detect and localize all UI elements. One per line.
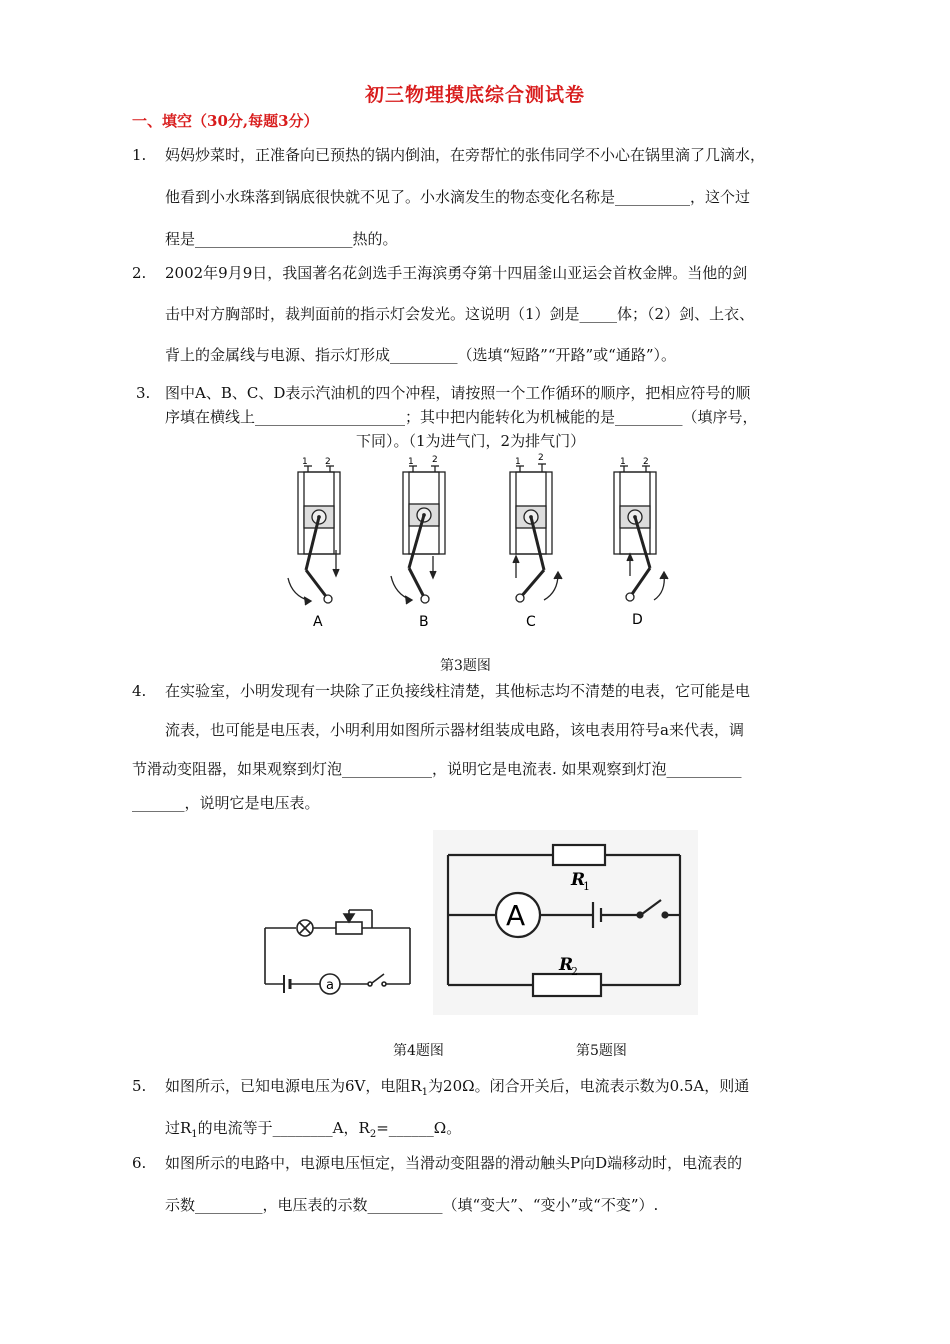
- section-heading: 一、填空（30分,每题3分）: [132, 112, 319, 130]
- figure-5-r1-label: R: [571, 870, 586, 890]
- q4-line-4: _______，说明它是电压表。: [132, 794, 320, 812]
- q5-line-2-subscript-1: 1: [191, 1129, 198, 1140]
- q4-line-2: 流表，也可能是电压表，小明利用如图所示器材组装成电路，该电表用符号a来代表，调: [165, 721, 744, 739]
- engine-b-valve-2: 2: [432, 455, 438, 465]
- q1-line-1: 妈妈炒菜时，正准备向已预热的锅内倒油，在旁帮忙的张伟同学不小心在锅里滴了几滴水，: [165, 146, 766, 164]
- q1-line-3: 程是_____________________热的。: [165, 230, 398, 248]
- engine-b-valve-1: 1: [408, 457, 414, 467]
- q4-line-1: 在实验室，小明发现有一块除了正负接线柱清楚，其他标志均不清楚的电表，它可能是电: [165, 682, 751, 700]
- q5-number: 5.: [132, 1077, 147, 1095]
- engine-a-valve-2: 2: [325, 457, 331, 467]
- engine-d-valve-2: 2: [643, 457, 649, 467]
- q5-line-1-subscript: 1: [421, 1087, 429, 1098]
- q6-line-1: 如图所示的电路中，电源电压恒定，当滑动变阻器的滑动触头P向D端移动时，电流表的: [165, 1154, 743, 1172]
- q4-number: 4.: [132, 682, 147, 700]
- figure-5-ammeter-symbol: A: [506, 899, 526, 932]
- figure-5-r1-subscript: 1: [583, 880, 590, 893]
- q4-caption: 第4题图: [393, 1043, 444, 1059]
- figure-5-r2-label: R: [559, 955, 574, 975]
- engine-a-valve-1: 1: [302, 457, 308, 467]
- q2-line-3: 背上的金属线与电源、指示灯形成_________（选填“短路”“开路”或“通路”）。: [165, 346, 677, 364]
- page-title: 初三物理摸底综合测试卷: [364, 84, 585, 106]
- q1-number: 1.: [132, 146, 147, 164]
- q3-number: 3.: [136, 384, 151, 402]
- q6-number: 6.: [132, 1154, 147, 1172]
- q5-line-1-part-b: 为20Ω。闭合开关后，电流表示数为0.5A，则通: [428, 1077, 750, 1095]
- engine-d-label: D: [632, 612, 643, 628]
- q5-line-2-subscript-2: 2: [369, 1129, 377, 1140]
- q5-line-1: [165, 1076, 749, 1103]
- q3-line-2: 序填在横线上____________________；其中把内能转化为机械能的是_________（填序号，: [165, 408, 758, 426]
- engine-strokes-figure: [270, 450, 690, 640]
- q5-line-2-part-c: =______Ω。: [376, 1119, 462, 1137]
- engine-d: [614, 466, 668, 601]
- q5-line-2-part-a: 过R: [165, 1119, 192, 1137]
- figure-4-meter-symbol: a: [326, 978, 334, 993]
- engine-d-valve-1: 1: [620, 457, 626, 467]
- engine-a-label: A: [313, 614, 323, 630]
- q2-line-2: 击中对方胸部时，裁判面前的指示灯会发光。这说明（1）剑是_____体；（2）剑、上衣、: [165, 305, 755, 323]
- q5-line-1-part-a: 如图所示，已知电源电压为6V，电阻R: [165, 1077, 422, 1095]
- engine-a: [288, 466, 340, 605]
- figure-4-circuit: [260, 900, 420, 1000]
- engine-c: [510, 464, 562, 602]
- engine-c-valve-1: 1: [515, 457, 521, 467]
- q5-caption: 第5题图: [576, 1043, 627, 1059]
- q3-line-1: 图中A、B、C、D表示汽油机的四个冲程，请按照一个工作循环的顺序，把相应符号的顺: [165, 384, 751, 402]
- q4-line-3: 节滑动变阻器，如果观察到灯泡____________，说明它是电流表. 如果观察到灯泡__________: [132, 760, 742, 778]
- engine-c-label: C: [526, 614, 536, 630]
- figure-5-r2-subscript: 2: [571, 965, 578, 978]
- engine-b-label: B: [419, 614, 429, 630]
- q1-line-2: 他看到小水珠落到锅底很快就不见了。小水滴发生的物态变化名称是__________，这个过: [165, 188, 751, 206]
- q5-line-2-part-b: 的电流等于________A，R: [197, 1119, 370, 1137]
- q6-line-2: 示数_________，电压表的示数__________（填“变大”、“变小”或“不变”）.: [165, 1196, 659, 1214]
- q2-line-1: 2002年9月9日，我国著名花剑选手王海滨勇夺第十四届釜山亚运会首枚金牌。当他的剑: [165, 264, 748, 282]
- engine-b: [391, 466, 445, 604]
- engine-c-valve-2: 2: [538, 453, 544, 463]
- q3-caption: 第3题图: [440, 658, 491, 674]
- q5-line-2: [165, 1118, 461, 1145]
- q3-line-3: 下同）。（1为进气门，2为排气门）: [356, 432, 586, 450]
- q2-number: 2.: [132, 264, 147, 282]
- figure-5-circuit: [433, 830, 698, 1015]
